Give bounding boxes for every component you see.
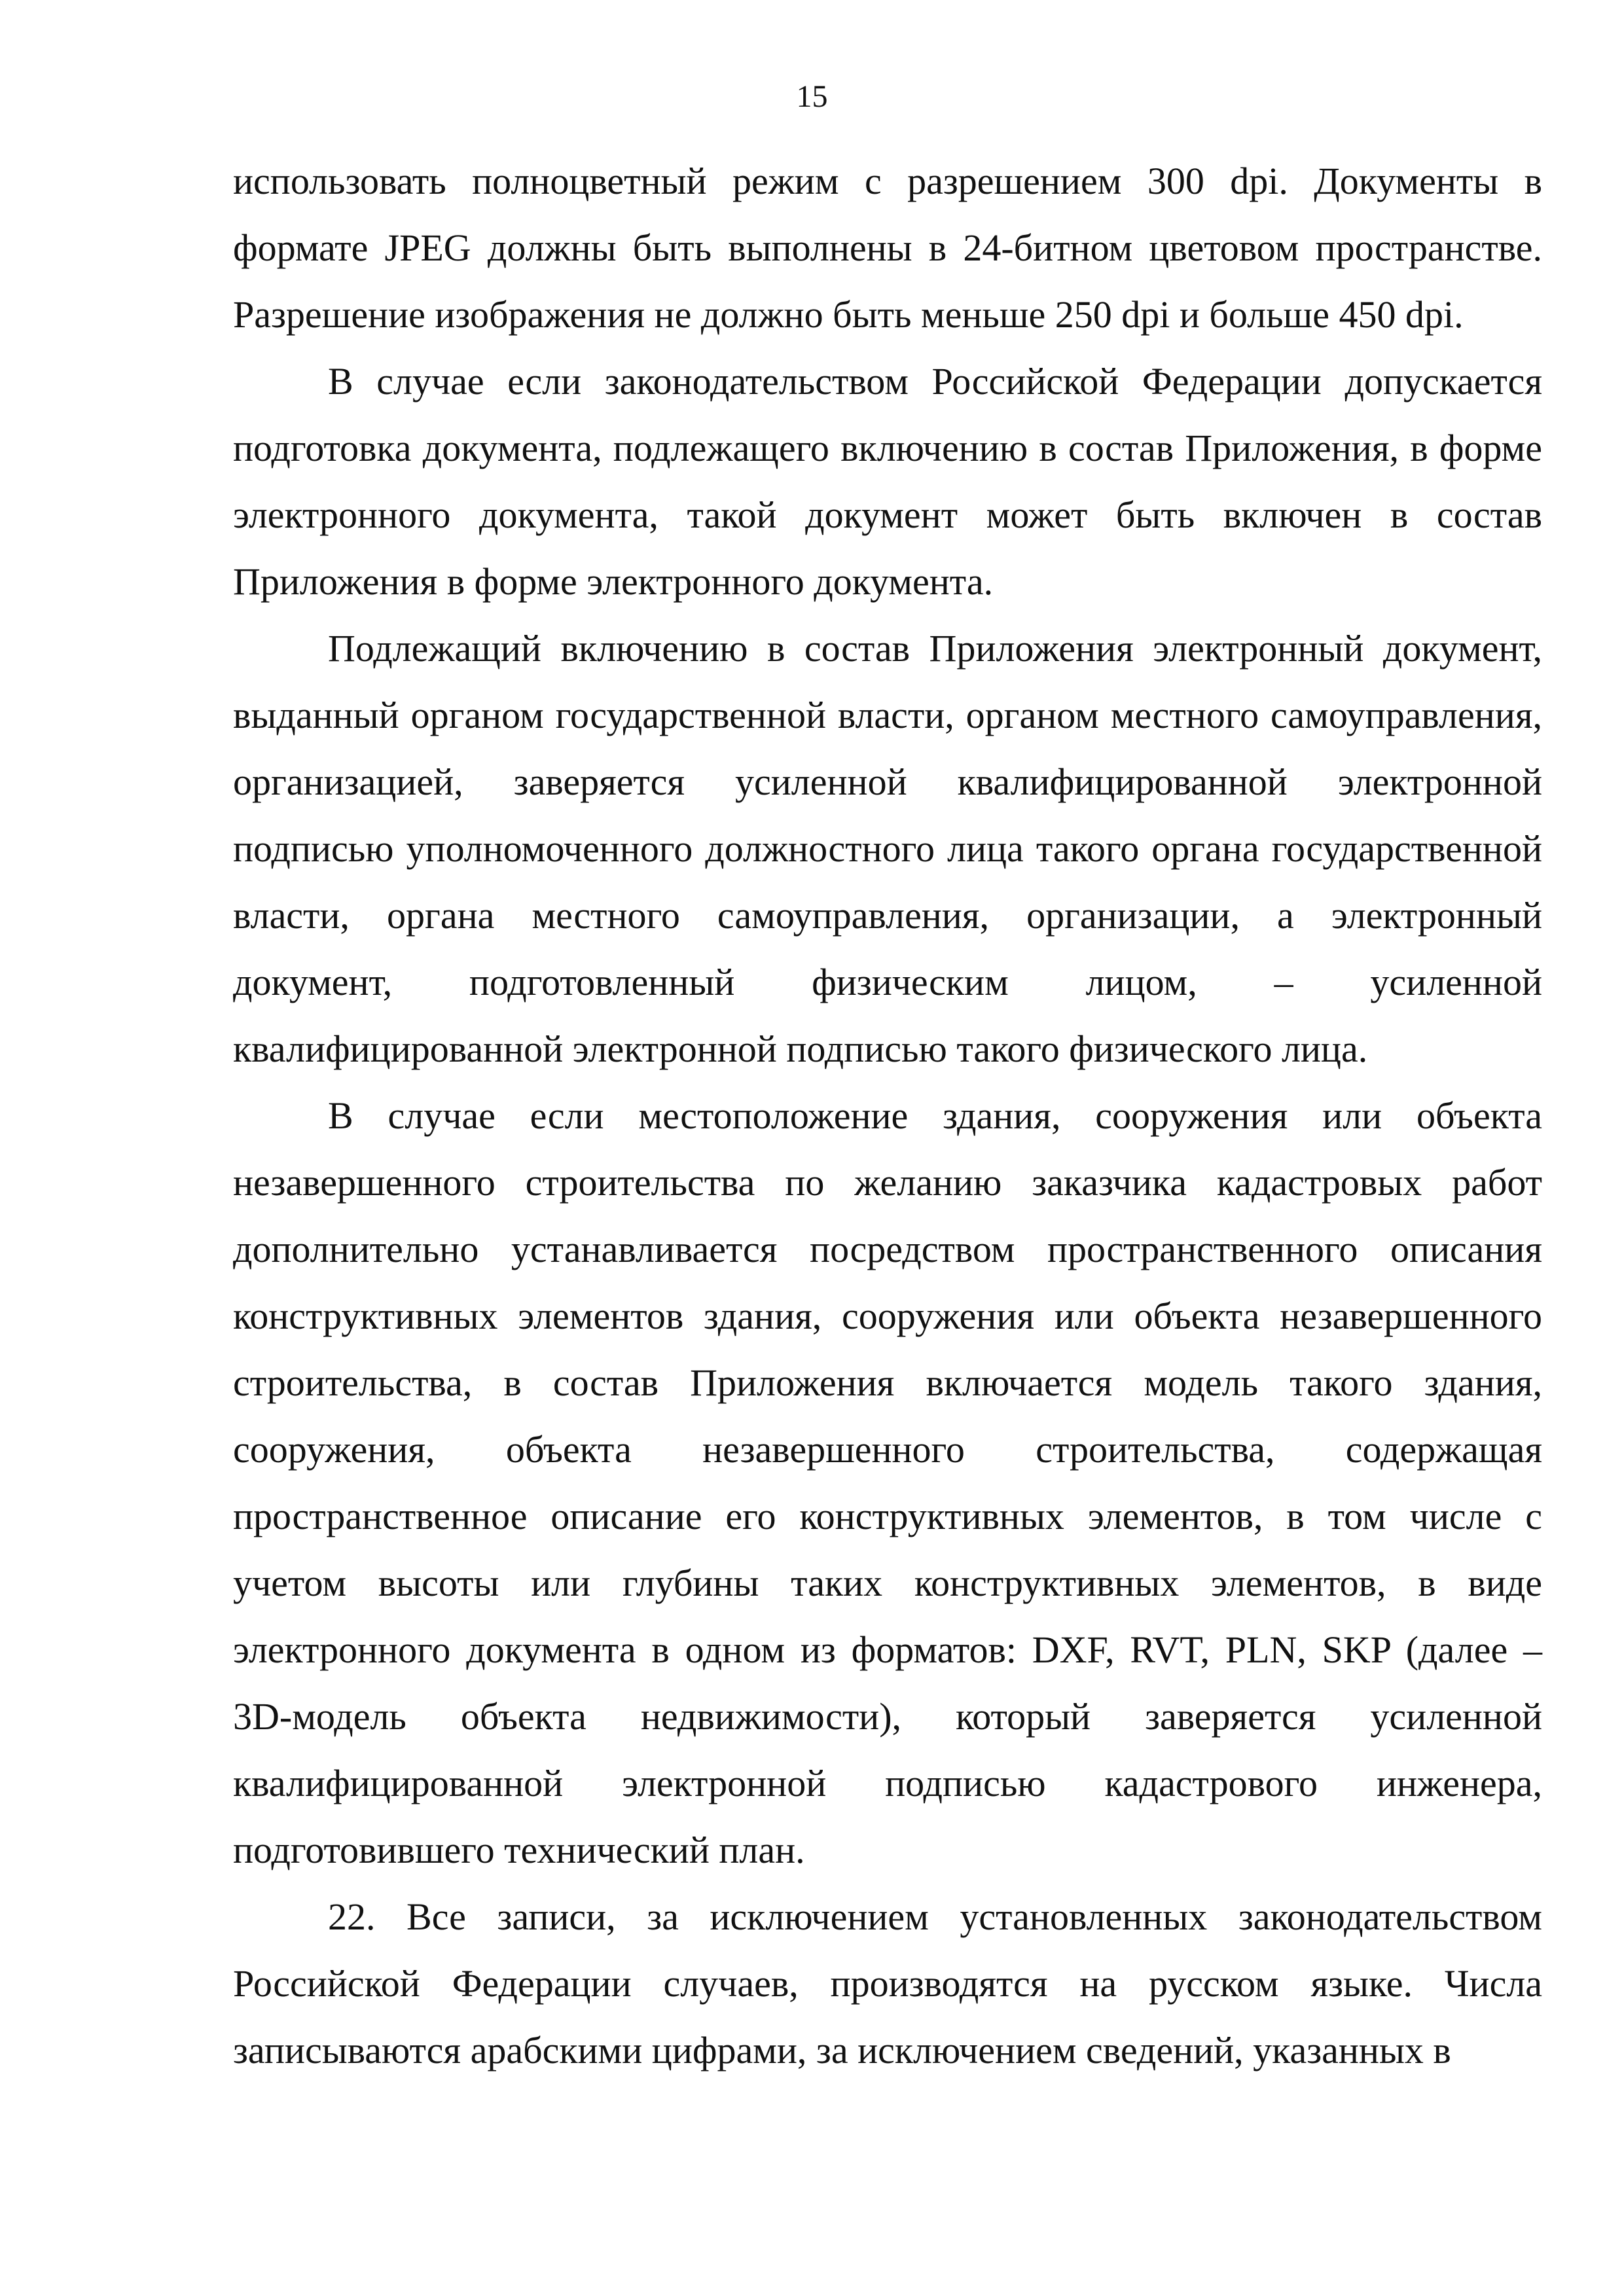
page-number: 15 — [796, 79, 828, 114]
paragraph-3: Подлежащий включению в состав Приложения электронный документ, выданный органом государственной власти, органом местного самоуправления, организацией, заверяется усиленной квалифицированной электронной подписью уполномоченного должностного лица такого органа государственной власти, органа местного самоуправления, организации, а электронный документ, подготовленный физическим лицом, – усиленной квалифицированной электронной подписью такого физического лица. — [233, 627, 1542, 1070]
paragraph-2: В случае если законодательством Российской Федерации допускается подготовка документа, подлежащего включению в состав Приложения, в форме электронного документа, такой документ может быть включен в состав Приложения в форме электронного документа. — [233, 360, 1542, 603]
paragraph-1: использовать полноцветный режим с разрешением 300 dpi. Документы в формате JPEG должны быть выполнены в 24-битном цветовом пространстве. Разрешение изображения не должно быть меньше 250 dpi и больше 450 dpi. — [233, 160, 1542, 336]
paragraph-5: 22. Все записи, за исключением установленных законодательством Российской Федерации случаев, производятся на русском языке. Числа записываются арабскими цифрами, за исключением сведений, указанных в — [233, 1895, 1542, 2072]
paragraph-4: В случае если местоположение здания, сооружения или объекта незавершенного строительства по желанию заказчика кадастровых работ дополнительно устанавливается посредством пространственного описания конструктивных элементов здания, сооружения или объекта незавершенного строительства, в состав Приложения включается модель такого здания, сооружения, объекта незавершенного строительства, содержащая пространственное описание его конструктивных элементов, в том числе с учетом высоты или глубины таких конструктивных элементов, в виде электронного документа в одном из форматов: DXF, RVT, PLN, SKP (далее – 3D-модель объекта недвижимости), который заверяется усиленной квалифицированной электронной подписью кадастрового инженера, подготовившего технический план. — [233, 1094, 1542, 1871]
document-body — [233, 148, 1542, 2084]
